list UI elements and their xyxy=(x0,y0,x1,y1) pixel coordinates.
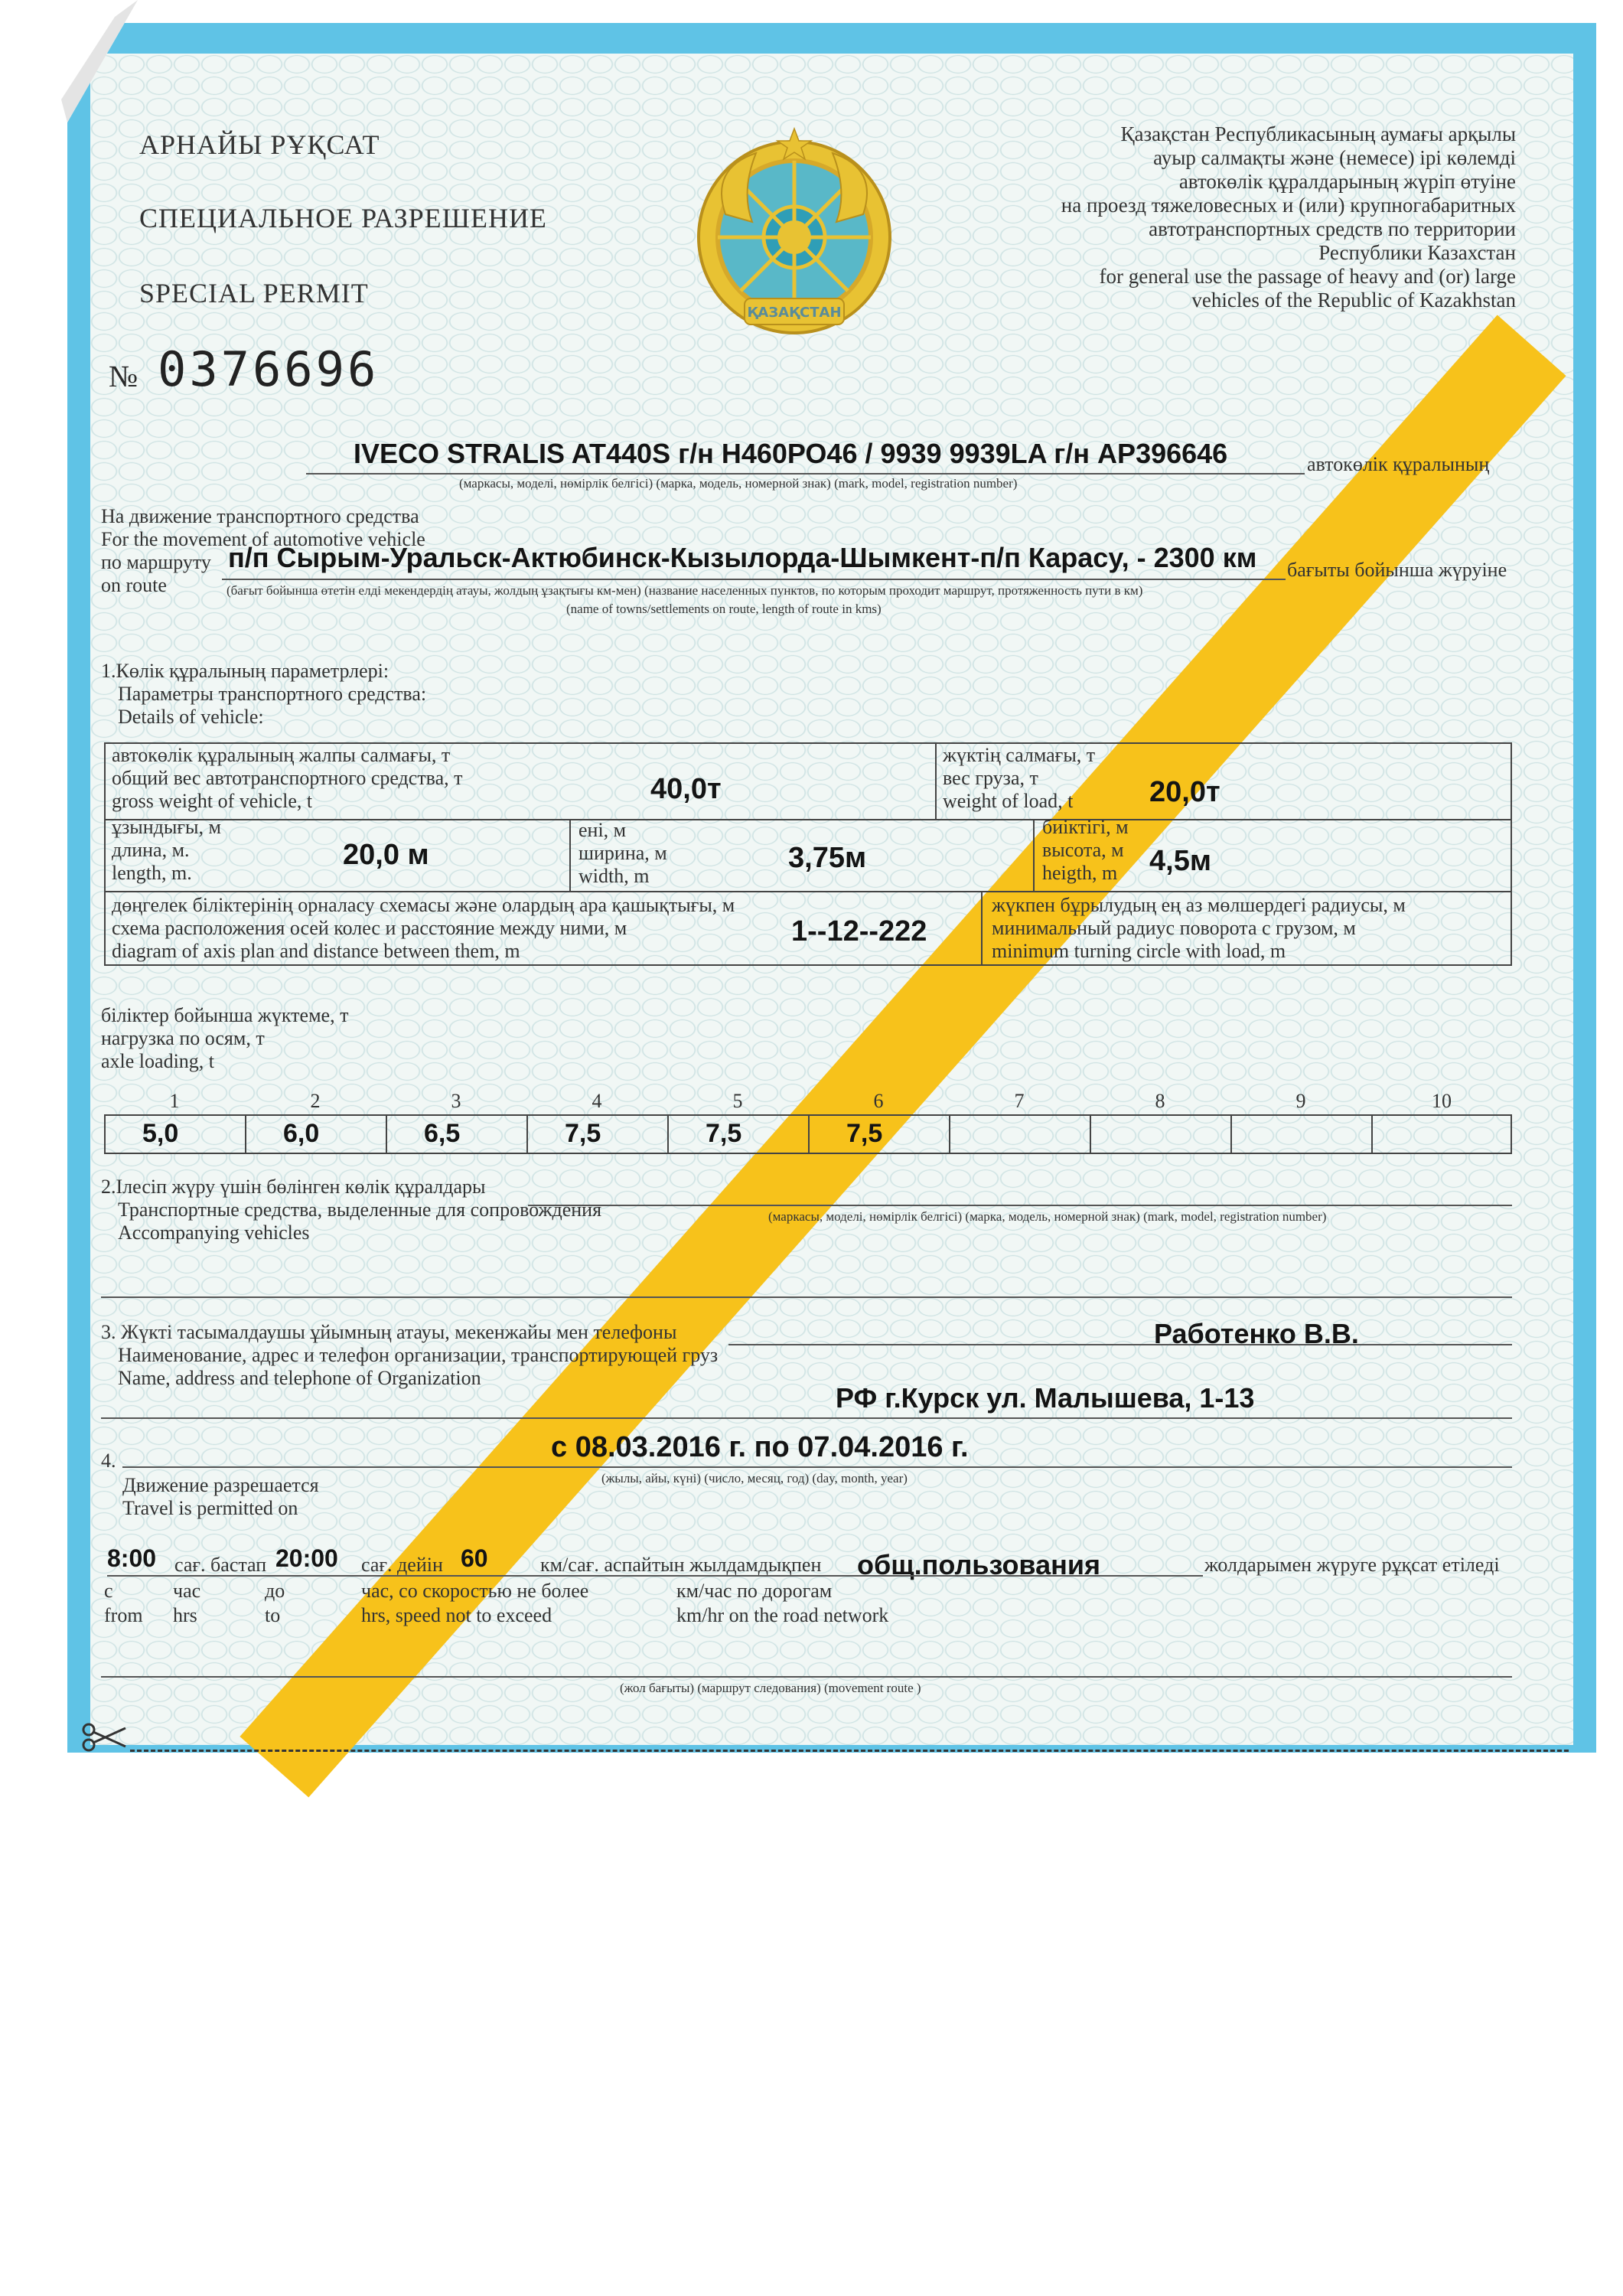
width-label xyxy=(578,819,667,888)
section4-label xyxy=(122,1474,319,1520)
label-line: минимальный радиус поворота с грузом, м xyxy=(992,917,1356,939)
section4-line: Движение разрешается xyxy=(122,1474,319,1496)
section2-title xyxy=(101,1176,601,1244)
section4-number: 4. xyxy=(101,1450,116,1472)
header-right-text xyxy=(980,122,1516,312)
load-weight-value: 20,0т xyxy=(1149,776,1221,808)
axle-cell-divider xyxy=(949,1114,950,1154)
label-line: жүктің салмағы, т xyxy=(943,744,1096,766)
time-ru-from: с xyxy=(104,1580,113,1602)
label-line: minimum turning circle with load, m xyxy=(992,940,1286,962)
header-right-line: автотранспортных средств по территории xyxy=(1149,217,1516,240)
road-type-value: общ.пользования xyxy=(857,1549,1100,1580)
time-en-hours: hrs xyxy=(173,1604,197,1626)
section2-line: 2.Ілесіп жүру үшін бөлінген көлік құралдары xyxy=(101,1176,486,1198)
time-to-value: 20:00 xyxy=(275,1544,338,1572)
axle-value: 6,5 xyxy=(424,1119,461,1148)
axle-header: 7 xyxy=(1014,1090,1025,1112)
label-line: ширина, м xyxy=(578,842,667,864)
time-ru-roads: км/час по дорогам xyxy=(676,1580,833,1602)
axle-cell-divider xyxy=(386,1114,387,1154)
header-right-line: for general use the passage of heavy and (or) large xyxy=(1099,265,1516,288)
label-line: автокөлік құралының жалпы салмағы, т xyxy=(112,744,451,766)
scissors-icon xyxy=(81,1722,127,1753)
label-line: дөңгелек біліктерінің орналасу схемасы және олардың ара қашықтығы, м xyxy=(112,894,735,916)
header-right-line: ауыр салмақты және (немесе) ірі көлемді xyxy=(1153,146,1516,169)
label-line: diagram of axis plan and distance between them, m xyxy=(112,940,520,962)
gross-weight-value: 40,0т xyxy=(650,773,722,805)
vehicle-caption: (маркасы, моделі, нөмірлік белгісі) (марка, модель, номерной знак) (mark, model, registration number) xyxy=(459,476,1018,491)
label-line: высота, м xyxy=(1042,839,1124,861)
section3-line: Наименование, адрес и телефон организации, транспортирующей груз xyxy=(118,1344,719,1366)
section1-line: 1.Көлік құралының параметрлері: xyxy=(101,660,389,682)
header-right-line: Республики Казахстан xyxy=(1318,241,1516,264)
axle-cell-divider xyxy=(667,1114,669,1154)
permit-number: 0376696 xyxy=(158,341,380,397)
height-label xyxy=(1042,816,1129,885)
label-line: нагрузка по осям, т xyxy=(101,1027,265,1049)
label-line: weight of load, t xyxy=(943,790,1074,812)
axle-loading-label xyxy=(101,1004,348,1073)
axle-header: 5 xyxy=(732,1090,743,1112)
gross-weight-label xyxy=(112,744,463,813)
axle-header: 6 xyxy=(873,1090,884,1112)
travel-dates: с 08.03.2016 г. по 07.04.2016 г. xyxy=(551,1431,969,1463)
length-label xyxy=(112,816,221,885)
emblem-icon xyxy=(695,122,894,352)
axle-header: 9 xyxy=(1295,1090,1306,1112)
vehicle-suffix: автокөлік құралының xyxy=(1307,453,1490,475)
axle-header: 3 xyxy=(451,1090,461,1112)
axis-diagram-label xyxy=(112,894,735,963)
label-line: биіктігі, м xyxy=(1042,816,1129,838)
route-caption: (бағыт бойынша өтетін елді мекендердің атауы, жолдың ұзақтығы км-мен) (название населенных пунктов, по которым проходит маршрут, протяженность пути в км) xyxy=(227,583,1143,598)
cut-line xyxy=(130,1750,1569,1752)
time-from-kz: сағ. бастап xyxy=(174,1554,267,1576)
label-line: длина, м. xyxy=(112,839,190,861)
axle-header: 1 xyxy=(169,1090,180,1112)
section1-title xyxy=(101,660,426,729)
section1-line: Параметры транспортного средства: xyxy=(118,683,427,705)
height-value: 4,5м xyxy=(1149,845,1211,877)
axle-cell-divider xyxy=(526,1114,528,1154)
label-line: схема расположения осей колес и расстояние между ними, м xyxy=(112,917,627,939)
axis-diagram-value: 1--12--222 xyxy=(791,915,927,947)
title-en: SPECIAL PERMIT xyxy=(139,278,369,308)
time-ru-to: до xyxy=(265,1580,285,1602)
emblem-text: ҚАЗАҚСТАН xyxy=(747,305,842,321)
label-line: біліктер бойынша жүктеме, т xyxy=(101,1004,349,1026)
vehicle-value: IVECO STRALIS AT440S г/н Н460РО46 / 9939 9939LA г/н АР396646 xyxy=(354,438,1228,469)
route-label-line: For the movement of automotive vehicle xyxy=(101,528,425,550)
route-value: п/п Сырым-Уральск-Актюбинск-Кызылорда-Шымкент-п/п Карасу, - 2300 км xyxy=(228,542,1257,573)
label-line: heigth, m xyxy=(1042,862,1118,884)
header-right-line: vehicles of the Republic of Kazakhstan xyxy=(1191,289,1516,311)
axle-value: 7,5 xyxy=(565,1119,601,1148)
width-value: 3,75м xyxy=(788,842,867,874)
label-line: ұзындығы, м xyxy=(112,816,221,838)
number-sign: № xyxy=(109,359,139,393)
time-from-value: 8:00 xyxy=(107,1544,157,1572)
section3-line: Name, address and telephone of Organization xyxy=(118,1367,481,1389)
title-kz: АРНАЙЫ РҰҚСАТ xyxy=(139,129,380,160)
time-en-roads: km/hr on the road network xyxy=(676,1604,889,1626)
axle-header: 10 xyxy=(1432,1090,1452,1112)
axle-value: 7,5 xyxy=(706,1119,742,1148)
route-movement-caption: (жол бағыты) (маршрут следования) (movement route ) xyxy=(620,1681,921,1695)
section2-line: Транспортные средства, выделенные для сопровождения xyxy=(118,1199,602,1221)
time-ru-speed: час, со скоростью не более xyxy=(361,1580,589,1602)
section2-caption: (маркасы, моделі, нөмірлік белгісі) (марка, модель, номерной знак) (mark, model, registration number) xyxy=(768,1209,1327,1224)
route-suffix: бағыты бойынша жүруіне xyxy=(1287,559,1507,581)
route-caption-en: (name of towns/settlements on route, length of route in kms) xyxy=(566,602,882,616)
header-right-line: автокөлік құралдарының жүріп өтуіне xyxy=(1178,170,1516,193)
organization-name: Работенко В.В. xyxy=(1154,1318,1359,1349)
route-label-line: on route xyxy=(101,574,167,596)
section4-line: Travel is permitted on xyxy=(122,1497,298,1519)
route-label-line: На движение транспортного средства xyxy=(101,505,419,527)
header-right-line: Қазақстан Республикасының аумағы арқылы xyxy=(1120,122,1516,145)
time-to-kz: сағ. дейін xyxy=(361,1554,443,1576)
road-kz: жолдарымен жүруге рұқсат етіледі xyxy=(1204,1554,1500,1576)
torn-corner xyxy=(0,0,153,153)
label-line: жүкпен бұрылудың ең аз мөлшердегі радиусы, м xyxy=(992,894,1406,916)
axle-header: 2 xyxy=(310,1090,321,1112)
section3-title xyxy=(101,1321,718,1390)
axle-header: 4 xyxy=(592,1090,602,1112)
axle-header: 8 xyxy=(1155,1090,1165,1112)
label-line: ені, м xyxy=(578,819,627,841)
speed-kz: км/сағ. аспайтын жылдамдықпен xyxy=(540,1554,822,1576)
organization-address: РФ г.Курск ул. Малышева, 1-13 xyxy=(836,1382,1255,1414)
route-label-line: по маршруту xyxy=(101,551,211,573)
axle-value: 6,0 xyxy=(283,1119,320,1148)
title-ru: СПЕЦИАЛЬНОЕ РАЗРЕШЕНИЕ xyxy=(139,203,547,233)
label-line: вес груза, т xyxy=(943,767,1038,789)
label-line: axle loading, t xyxy=(101,1050,215,1072)
section1-line: Details of vehicle: xyxy=(118,706,264,728)
load-weight-label xyxy=(943,744,1095,813)
axle-cell-divider xyxy=(245,1114,246,1154)
label-line: общий вес автотранспортного средства, т xyxy=(112,767,463,789)
time-en-speed: hrs, speed not to exceed xyxy=(361,1604,552,1626)
axle-cell-divider xyxy=(1371,1114,1373,1154)
axle-cell-divider xyxy=(808,1114,810,1154)
time-en-from: from xyxy=(104,1604,143,1626)
label-line: gross weight of vehicle, t xyxy=(112,790,313,812)
axle-cell-divider xyxy=(1230,1114,1232,1154)
axle-cell-divider xyxy=(1090,1114,1091,1154)
time-en-to: to xyxy=(265,1604,281,1626)
axle-value: 5,0 xyxy=(142,1119,179,1148)
label-line: length, m. xyxy=(112,862,192,884)
section3-line: 3. Жүкті тасымалдаушы ұйымның атауы, мекенжайы мен телефоны xyxy=(101,1321,677,1343)
section2-line: Accompanying vehicles xyxy=(118,1221,310,1244)
header-right-line: на проезд тяжеловесных и (или) крупногабаритных xyxy=(1061,194,1516,217)
speed-value: 60 xyxy=(461,1544,488,1572)
axle-value: 7,5 xyxy=(846,1119,883,1148)
turning-radius-label xyxy=(992,894,1406,963)
label-line: width, m xyxy=(578,865,650,887)
section4-caption: (жылы, айы, күні) (число, месяц, год) (day, month, year) xyxy=(601,1471,908,1486)
length-value: 20,0 м xyxy=(343,839,429,871)
time-ru-hours: час xyxy=(173,1580,201,1602)
